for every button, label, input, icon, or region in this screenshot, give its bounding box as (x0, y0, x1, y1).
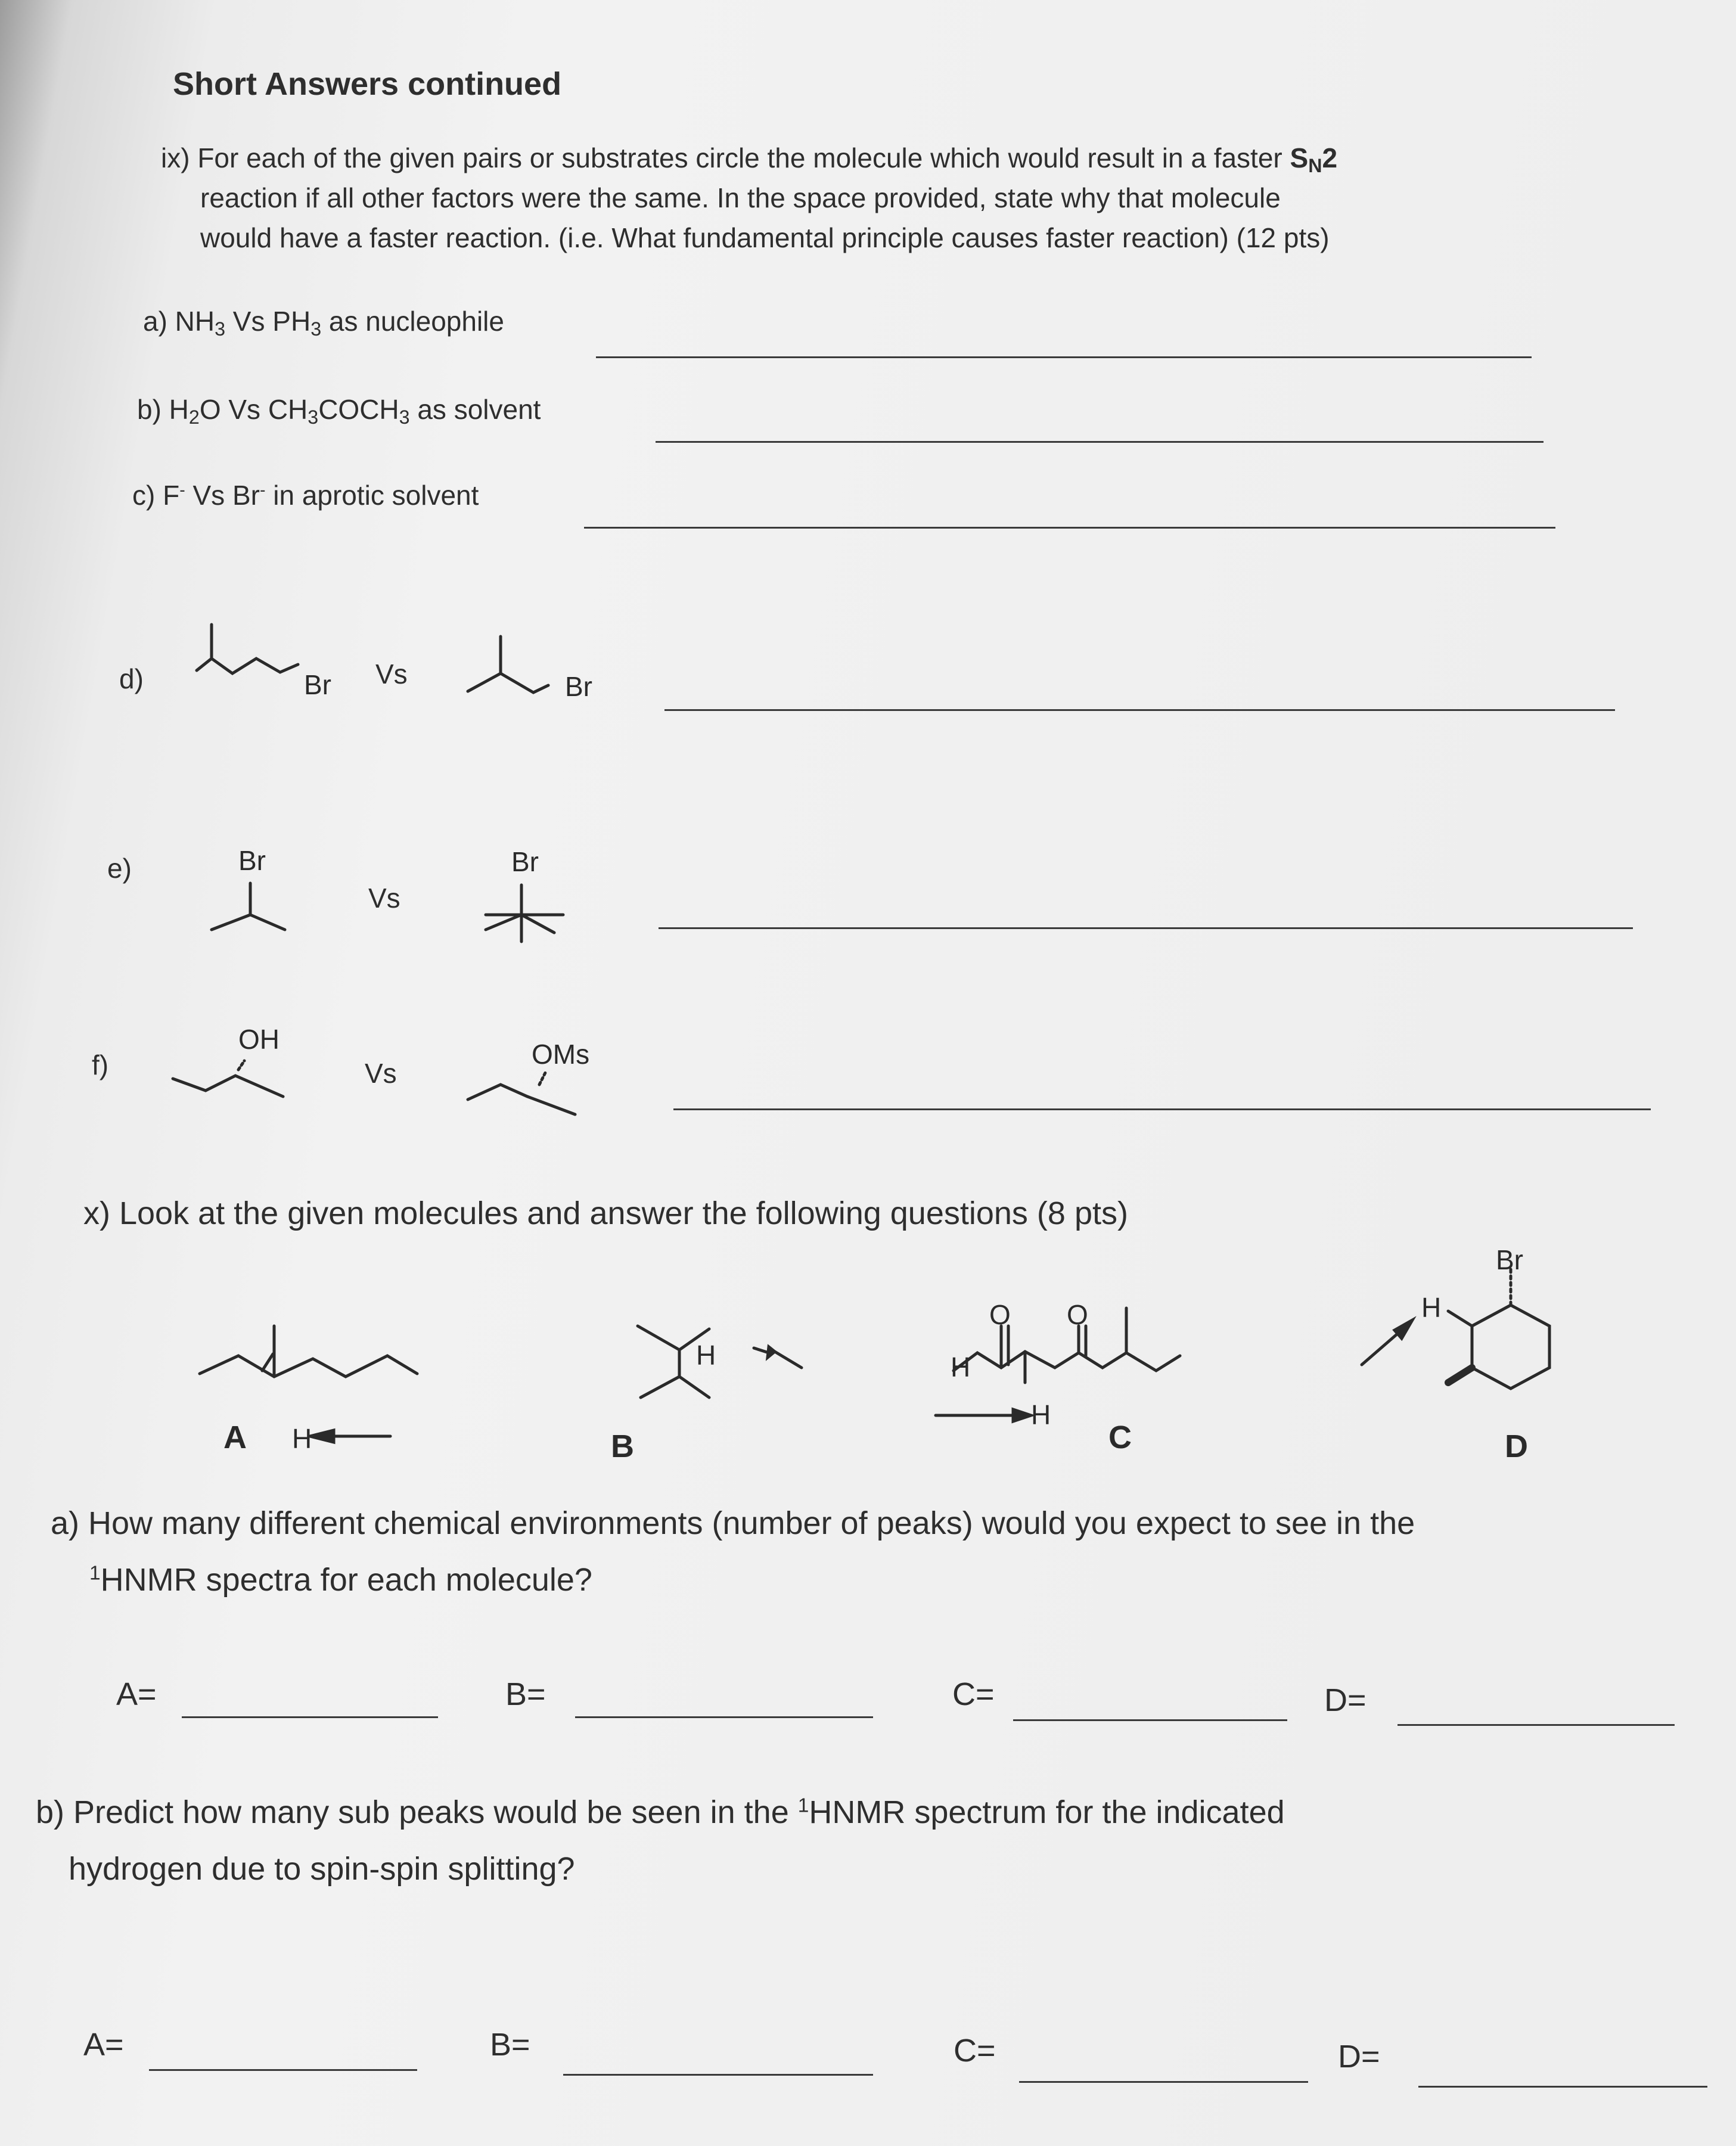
label-b: B (611, 1428, 634, 1464)
answer-a-line-2[interactable] (149, 2069, 417, 2071)
answer-b-line-2[interactable] (563, 2074, 873, 2076)
answer-b-line-1[interactable] (575, 1716, 873, 1718)
answer-d-line-2[interactable] (1418, 2086, 1707, 2088)
c-hydrogen: H (951, 1352, 971, 1383)
answer-d-line-1[interactable] (1398, 1724, 1675, 1726)
question-a-line1: a) How many different chemical environments (number of peaks) would you expect to see in the (51, 1505, 1415, 1541)
question-ix-line2: reaction if all other factors were the same. In the space provided, state why that molecule (200, 182, 1281, 213)
molecule-b (638, 1326, 802, 1397)
item-f-vs: Vs (365, 1058, 397, 1089)
e-br-1: Br (238, 845, 266, 876)
answer-b-label-2: B= (490, 2027, 530, 2063)
c-oxygen-2: O (1067, 1299, 1088, 1330)
f-oh: OH (238, 1024, 280, 1055)
answer-b-label-1: B= (505, 1676, 546, 1712)
item-e-vs: Vs (368, 883, 400, 914)
d-br-1: Br (304, 669, 331, 700)
answer-d-label-2: D= (1338, 2039, 1380, 2074)
item-a-text: a) $NH_3$ Vs $PH_3$ as nucleophile (143, 306, 504, 340)
answer-c-line-1[interactable] (1013, 1719, 1287, 1721)
answer-a-line-1[interactable] (182, 1716, 438, 1718)
molecule-c (936, 1308, 1180, 1421)
answer-a-label-1: A= (116, 1676, 157, 1712)
answer-c-label-1: C= (952, 1676, 995, 1712)
question-x-title: x) Look at the given molecules and answer the following questions (8 pts) (83, 1195, 1128, 1231)
item-c-text: c) F- Vs Br- in aprotic solvent (132, 480, 479, 511)
question-ix-line3: would have a faster reaction. (i.e. What fundamental principle causes faster reaction) (12 pts) (200, 222, 1330, 253)
c-oxygen-1: O (989, 1299, 1011, 1330)
a-indicated-h: H (292, 1423, 312, 1454)
d-br-2: Br (565, 671, 592, 702)
question-b-line2: hydrogen due to spin-spin splitting? (69, 1851, 575, 1887)
c-indicated-h: H (1031, 1399, 1051, 1430)
d-indicated-h: H (1421, 1292, 1442, 1323)
answer-c-label-2: C= (954, 2033, 996, 2069)
molecule-d (1362, 1269, 1549, 1389)
label-d: D (1505, 1428, 1528, 1464)
f-oms: OMs (532, 1039, 590, 1070)
d-bromine: Br (1496, 1244, 1523, 1275)
question-b-line1: b) Predict how many sub peaks would be seen in the $^1$HNMR spectrum for the indicated (36, 1794, 1285, 1830)
item-e-label: e) (107, 853, 132, 884)
question-a-line2: $^1$HNMR spectra for each molecule? (89, 1562, 592, 1598)
answer-d-label-1: D= (1324, 1682, 1367, 1718)
answer-a-label-2: A= (83, 2027, 124, 2063)
answer-c-line-2[interactable] (1019, 2081, 1308, 2083)
item-b-text: b) $H_2O$ Vs $CH_3COCH_3$ as solvent (137, 394, 541, 428)
question-ix-line1: ix) For each of the given pairs or substrates circle the molecule which would result in a faster $S_N2$ (161, 142, 1338, 177)
section-heading: Short Answers continued (173, 66, 562, 102)
item-d-vs: Vs (375, 659, 408, 690)
label-a: A (223, 1420, 247, 1455)
e-br-2: Br (511, 846, 539, 877)
label-c: C (1108, 1420, 1132, 1455)
item-f-label: f) (92, 1049, 109, 1080)
item-d-label: d) (119, 663, 144, 694)
b-indicated-h: H (696, 1340, 716, 1371)
